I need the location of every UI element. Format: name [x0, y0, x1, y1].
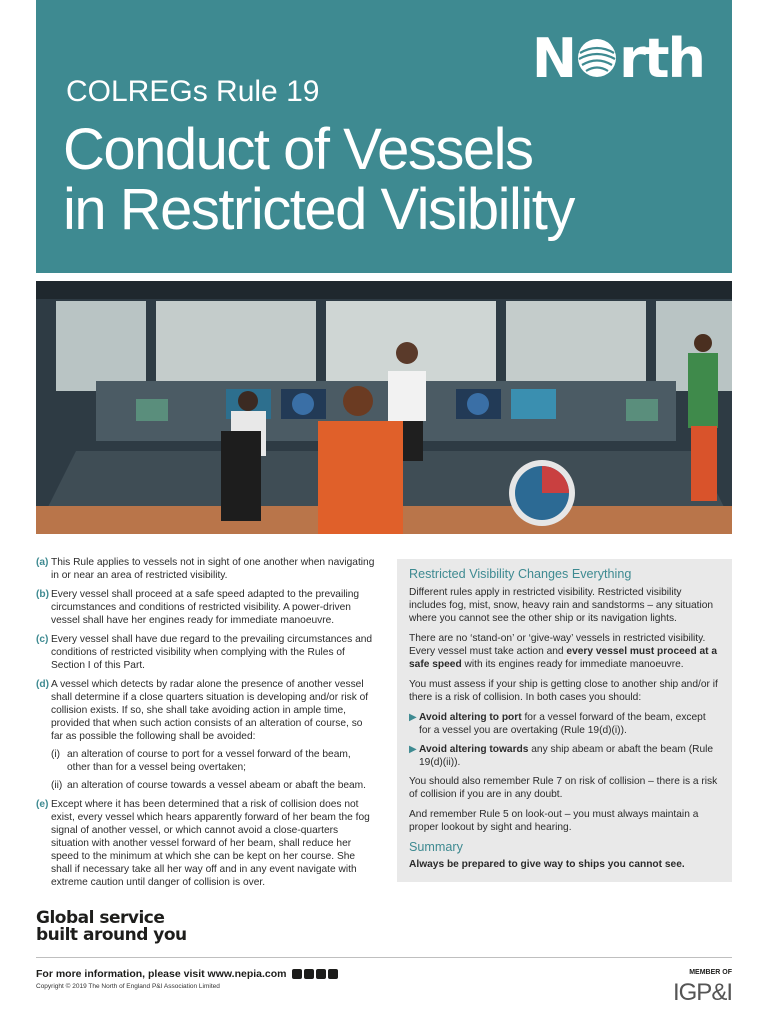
page-subtitle: COLREGs Rule 19: [66, 75, 320, 108]
panel-paragraph-3: You must assess if your ship is getting close to another ship and/or if there is a risk of collision. In both cases you should:: [409, 679, 718, 703]
footer-divider: [36, 957, 732, 958]
north-logo[interactable]: [531, 27, 704, 90]
logo-text-right: rth: [619, 27, 704, 90]
tagline-line-1: Global service: [36, 908, 165, 928]
rule-letter: (e): [36, 799, 49, 810]
panel-heading: Restricted Visibility Changes Everything: [409, 567, 632, 581]
sub-text: an alteration of course to port for a vessel forward of the beam, other than for a vessel being overtaken;: [67, 749, 351, 773]
summary-bold: Always be prepared to give way to ships you cannot see.: [409, 859, 685, 870]
page-title: [63, 117, 574, 242]
p2-bold: every vessel must proceed at a safe speed: [409, 646, 718, 670]
compass-rose-icon: [576, 34, 618, 76]
summary-text: [409, 858, 720, 871]
footer-info: [36, 968, 338, 980]
bullet-avoid-towards: [409, 743, 720, 769]
panel-paragraph-1: Different rules apply in restricted visibility. Restricted visibility includes fog, mist, snow, heavy rain and sandstorms – any situation where you cannot see the other ship or its navigation lights.: [409, 587, 714, 624]
rule-letter: (d): [36, 679, 50, 690]
rule-letter: (a): [36, 557, 49, 568]
tagline-line-2: built around you: [36, 925, 187, 945]
title-line-1: Conduct of Vessels: [63, 117, 533, 182]
panel-paragraph-2: [409, 632, 720, 671]
bullet-text: for a vessel forward of the beam, except for a vessel you are overtaking (Rule 19(d)(i)).: [419, 712, 706, 736]
linkedin-icon[interactable]: [316, 969, 326, 979]
igpi-logo: IGP&I: [672, 979, 732, 1006]
panel-paragraph-5: And remember Rule 5 on look-out – you must always maintain a proper lookout by sight and hearing.: [409, 809, 699, 833]
bullet-text: any ship abeam or abaft the beam (Rule 19(d)(ii)).: [419, 744, 714, 768]
logo-text-left: N: [531, 27, 576, 90]
rule-e: [36, 798, 376, 889]
rule-text: A vessel which detects by radar alone the presence of another vessel shall determine if a close quarters situation is developing and/or risk of collision exists. If so, she shall take avoiding action in ample time, provided that when such action consists of an alteration of course, so far as possible the following shall be avoided:: [51, 679, 369, 742]
rule-b: [36, 588, 376, 627]
member-of-label: MEMBER OF: [689, 969, 732, 976]
social-icons: [292, 969, 338, 979]
sub-number: (i): [51, 749, 61, 760]
rule-c: [36, 633, 376, 672]
rule-19-text: [36, 556, 376, 895]
tagline: [36, 910, 187, 944]
sub-number: (ii): [51, 780, 63, 791]
sub-text: an alteration of course towards a vessel abeam or abaft the beam.: [67, 780, 367, 791]
summary-heading: Summary: [409, 840, 463, 854]
p2-text-b: with its engines ready for immediate manoeuvre.: [461, 659, 684, 670]
bullet-avoid-port: [409, 711, 720, 737]
header-banner: [36, 0, 732, 273]
rule-d: [36, 678, 376, 792]
title-line-2: in Restricted Visibility: [63, 177, 574, 242]
rule-d-sub-i: [51, 748, 376, 774]
rule-d-sub-ii: [51, 779, 376, 792]
p2-text-a: There are no ‘stand-on’ or ‘give-way’ vessels in restricted visibility. Every vessel must take action and: [409, 633, 706, 657]
rule-text: Every vessel shall proceed at a safe speed adapted to the prevailing circumstances and conditions of restricted visibility. A power-driven vessel shall have her engines ready for immediate manoeuvre.: [51, 589, 360, 626]
rule-text: Except where it has been determined that a risk of collision does not exist, every vessel which hears apparently forward of her beam the fog signal of another vessel, or which cannot avoid a close-quarters situation with another vessel forward of her beam, shall reduce her speed to the minimum at which she can be kept on her course. She shall if necessary take all her way off and in any event navigate with extreme caution until danger of collision is over.: [51, 799, 370, 888]
youtube-icon[interactable]: [328, 969, 338, 979]
bullet-bold: Avoid altering towards: [419, 744, 529, 755]
rule-a: [36, 556, 376, 582]
facebook-icon[interactable]: [304, 969, 314, 979]
panel-paragraph-4: You should also remember Rule 7 on risk of collision – there is a risk of collision if you are in any doubt.: [409, 776, 718, 800]
rule-text: Every vessel shall have due regard to the prevailing circumstances and conditions of restricted visibility when complying with the Rules of Section I of this Part.: [51, 634, 373, 671]
rule-text: This Rule applies to vessels not in sight of one another when navigating in or near an area of restricted visibility.: [51, 557, 375, 581]
rule-letter: (b): [36, 589, 50, 600]
bullet-bold: Avoid altering to port: [419, 712, 522, 723]
copyright: Copyright © 2019 The North of England P&I Association Limited: [36, 983, 220, 990]
bullet-arrow-icon: ▶: [409, 744, 417, 755]
info-panel: [397, 559, 732, 882]
bullet-arrow-icon: ▶: [409, 712, 417, 723]
twitter-icon[interactable]: [292, 969, 302, 979]
bridge-illustration: [36, 281, 732, 534]
rule-letter: (c): [36, 634, 49, 645]
info-link[interactable]: For more information, please visit www.nepia.com: [36, 968, 287, 980]
